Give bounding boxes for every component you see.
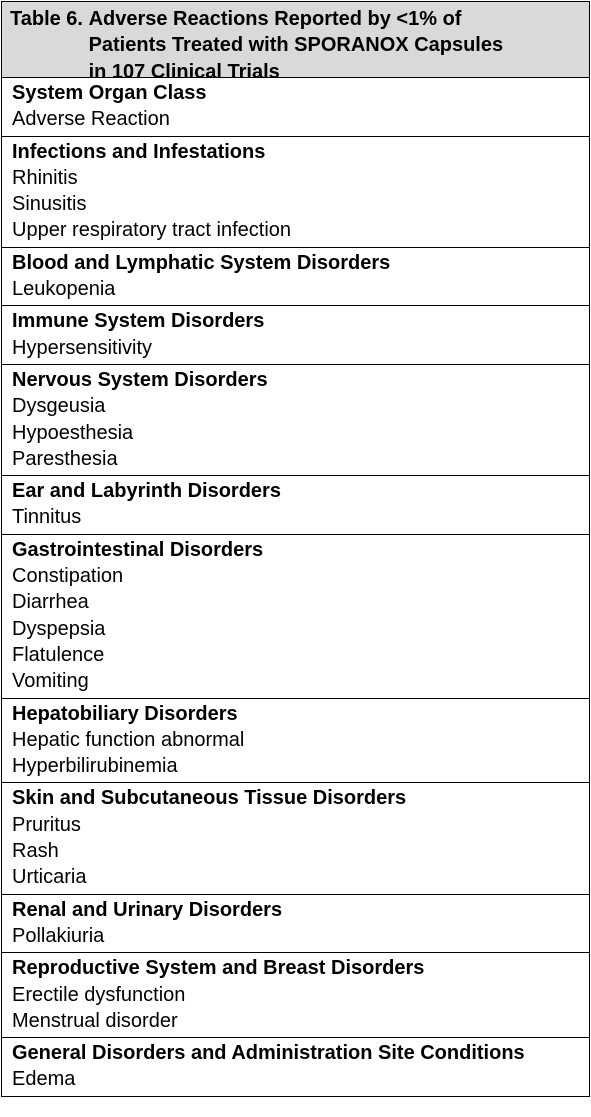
organ-class-name: Skin and Subcutaneous Tissue Disorders [12, 787, 407, 810]
organ-class-name: Renal and Urinary Disorders [12, 898, 283, 921]
adverse-reaction-item: Leukopenia [12, 278, 116, 301]
adverse-reaction-item: Dyspepsia [12, 617, 106, 640]
organ-class-name: General Disorders and Administration Site Conditions [12, 1042, 525, 1065]
adverse-reaction-item: Pollakiuria [12, 924, 105, 947]
organ-class-name: Nervous System Disorders [12, 368, 268, 391]
organ-class-group [2, 953, 589, 1038]
organ-class-group [2, 248, 589, 307]
adverse-reaction-item: Dysgeusia [12, 395, 106, 418]
organ-class-group [2, 535, 589, 699]
organ-class-name: Ear and Labyrinth Disorders [12, 480, 281, 503]
organ-class-name: Blood and Lymphatic System Disorders [12, 251, 391, 274]
adverse-reaction-item: Hepatic function abnormal [12, 728, 245, 751]
organ-class-group [2, 365, 589, 476]
adverse-reaction-item: Hyperbilirubinemia [12, 755, 178, 778]
adverse-reaction-item: Rhinitis [12, 166, 78, 189]
organ-class-group [2, 137, 589, 248]
organ-class-name: Hepatobiliary Disorders [12, 702, 238, 725]
caption-line: in 107 Clinical Trials [88, 60, 280, 83]
adverse-reaction-item: Rash [12, 840, 59, 863]
adverse-reaction-item: Menstrual disorder [12, 1009, 178, 1032]
adverse-reaction-item: Tinnitus [12, 506, 82, 529]
adverse-reaction-item: Urticaria [12, 866, 87, 889]
adverse-reaction-item: Edema [12, 1068, 76, 1091]
adverse-reaction-item: Diarrhea [12, 591, 89, 614]
adverse-reaction-item: Vomiting [12, 670, 89, 693]
header-subtitle: Adverse Reaction [12, 108, 170, 131]
adverse-reaction-item: Hypersensitivity [12, 336, 153, 359]
caption-line: Adverse Reactions Reported by <1% of [88, 8, 462, 30]
organ-class-group [2, 783, 589, 894]
caption-prefix: Table 6. [10, 8, 83, 30]
organ-class-name: Gastrointestinal Disorders [12, 538, 264, 561]
column-header [2, 78, 589, 137]
organ-class-group [2, 306, 589, 365]
organ-class-group [2, 476, 589, 535]
header-title: System Organ Class [12, 82, 207, 104]
organ-class-group [2, 895, 589, 954]
table-caption [2, 2, 589, 83]
adverse-reactions-table [1, 1, 590, 1097]
adverse-reaction-item: Upper respiratory tract infection [12, 219, 292, 242]
organ-class-name: Immune System Disorders [12, 310, 265, 333]
adverse-reaction-item: Constipation [12, 565, 124, 588]
adverse-reaction-item: Hypoesthesia [12, 421, 134, 444]
adverse-reaction-item: Pruritus [12, 813, 81, 836]
caption-title [89, 6, 504, 85]
organ-class-name: Infections and Infestations [12, 140, 266, 163]
adverse-reaction-item: Flatulence [12, 643, 105, 666]
adverse-reaction-item: Paresthesia [12, 447, 118, 470]
organ-class-group [2, 699, 589, 784]
organ-class-group [2, 1038, 589, 1096]
adverse-reaction-item: Sinusitis [12, 193, 87, 216]
caption-line: Patients Treated with SPORANOX Capsules [88, 34, 504, 57]
organ-class-name: Reproductive System and Breast Disorders [12, 957, 425, 980]
adverse-reaction-item: Erectile dysfunction [12, 983, 186, 1006]
